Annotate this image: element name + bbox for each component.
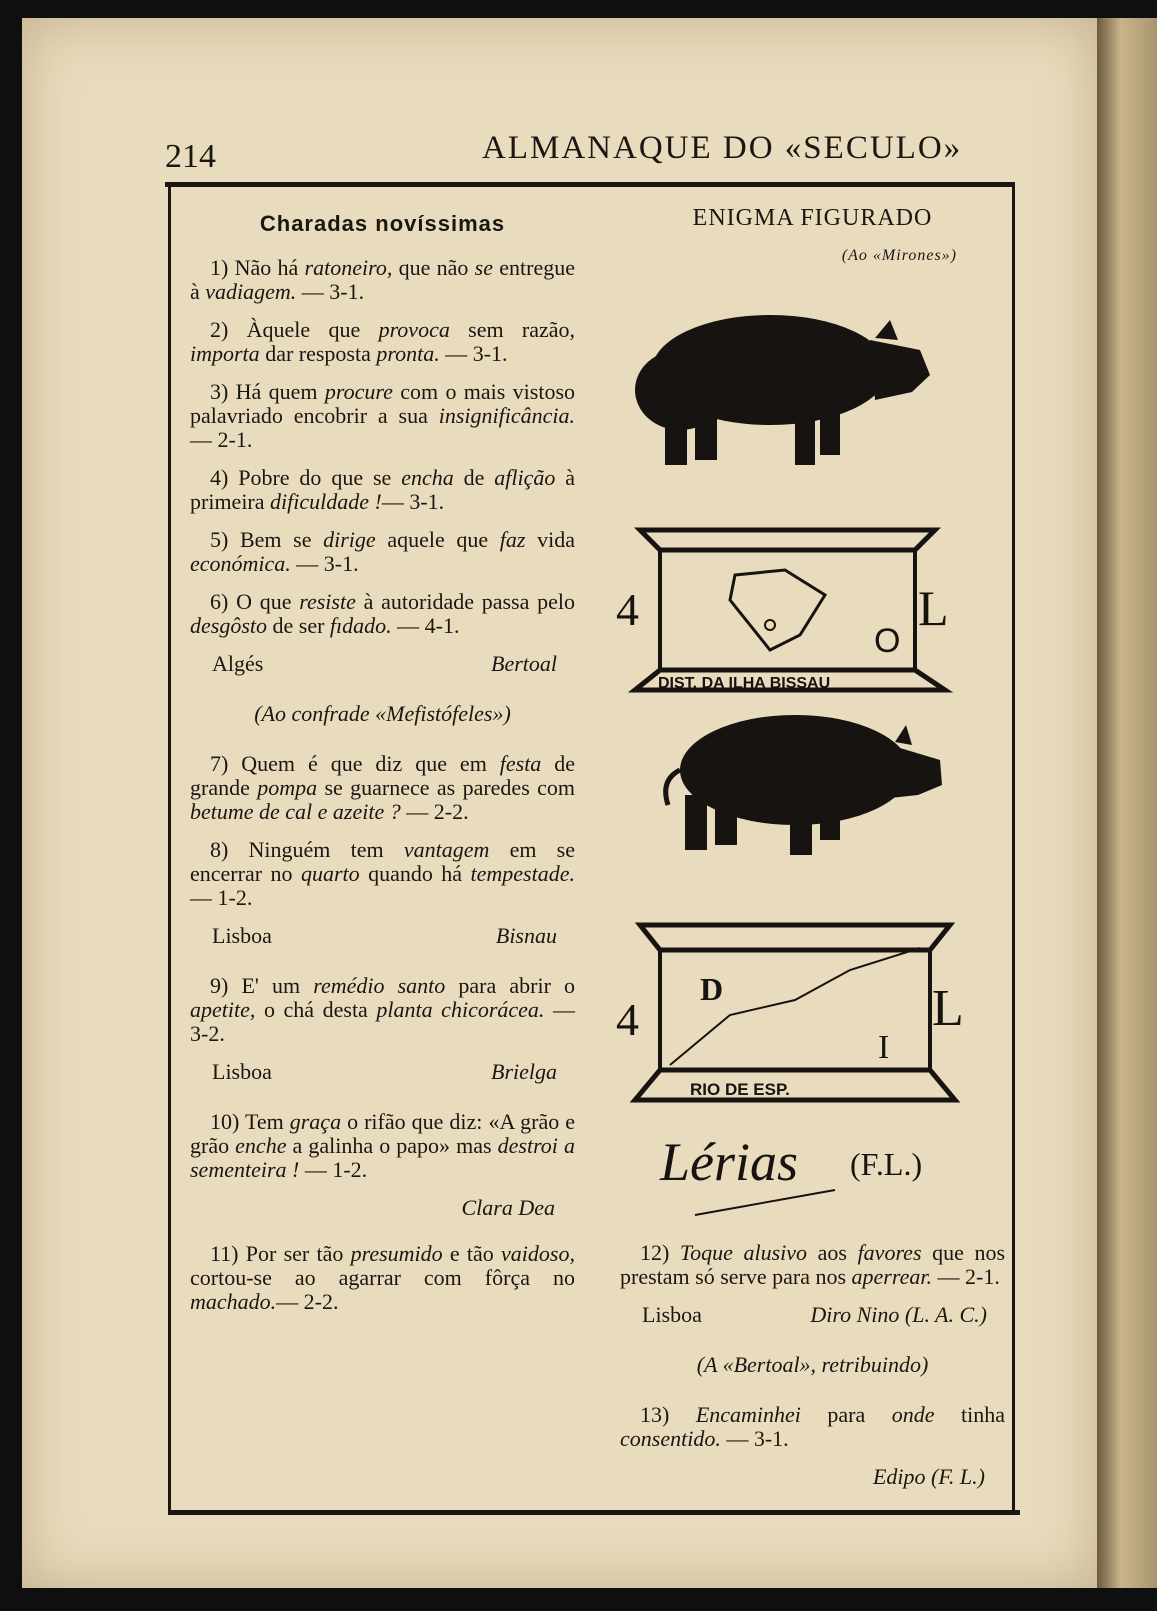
puzzle-list-d [190, 1110, 575, 1182]
puzzle-keyword: ratoneiro, [304, 255, 393, 280]
puzzle-keyword: encha [401, 465, 454, 490]
puzzle-text: tinha [934, 1402, 1006, 1427]
puzzle-item [190, 838, 575, 910]
puzzle-text: — 3-1. [381, 489, 445, 514]
puzzle-text: para [800, 1402, 892, 1427]
dedication: (Ao confrade «Mefistófeles») [254, 701, 511, 726]
enigma-figure [616, 280, 1005, 1220]
enigma-dedication: (Ao «Mirones») [841, 247, 957, 264]
puzzle-item [190, 318, 575, 366]
signature-place: Algés [212, 651, 264, 676]
puzzle-text: de grande [190, 751, 576, 800]
top-rule [165, 182, 1015, 187]
box2-banner-text: RIO DE ESP. [690, 1080, 790, 1099]
puzzle-item [620, 1241, 1005, 1289]
puzzle-keyword: apetite, [190, 997, 256, 1022]
puzzle-keyword: aflição [494, 465, 556, 490]
puzzle-text: Pobre do que se [238, 465, 402, 490]
puzzle-number: 2) [210, 317, 247, 342]
puzzle-text: se guarnece as paredes com [317, 775, 575, 800]
page-number: 214 [165, 138, 216, 175]
puzzle-text: sem razão, [449, 317, 576, 342]
puzzle-keyword: tempestade. [470, 861, 575, 886]
puzzle-item [190, 1242, 575, 1314]
puzzle-keyword: betume de cal e azeite ? [190, 799, 401, 824]
section-title: Charadas novíssimas [259, 211, 506, 236]
puzzle-text: — 3-1. [720, 1426, 789, 1451]
puzzle-text: aquele que [375, 527, 500, 552]
box1-mid-glyph: O [874, 622, 901, 660]
signature-line [190, 652, 575, 676]
puzzle-text: e tão [442, 1241, 502, 1266]
puzzle-keyword: remédio santo [313, 973, 446, 998]
puzzle-text: com o mais vistoso palavriado encobrir a sua [190, 379, 576, 428]
puzzle-text: Quem é que diz que em [241, 751, 500, 776]
signature-line [190, 924, 575, 948]
puzzle-keyword: vantagem [403, 837, 490, 862]
signature-line [620, 1303, 1005, 1327]
puzzle-keyword: procure [324, 379, 393, 404]
puzzle-item [190, 974, 575, 1046]
puzzle-item [190, 256, 575, 304]
puzzle-text: E' um [241, 973, 314, 998]
box1-right-glyph: L [918, 580, 949, 636]
puzzle-keyword: fıdado. [329, 613, 392, 638]
puzzle-text: em se encerrar no [190, 837, 576, 886]
puzzle-item [190, 466, 575, 514]
puzzle-keyword: Encaminhei [695, 1402, 801, 1427]
box1-banner-text: DIST. DA ILHA BISSAU [658, 675, 831, 692]
puzzle-text: Tem [244, 1109, 290, 1134]
puzzle-keyword: desgôsto [190, 613, 267, 638]
signature-place: Lisboa [212, 923, 272, 948]
puzzle-keyword: planta chicorácea. [376, 997, 545, 1022]
signature-place: Lisboa [642, 1302, 702, 1327]
puzzle-keyword: quarto [300, 861, 360, 886]
puzzle-keyword: graça [289, 1109, 342, 1134]
signature-place: Lisboa [212, 1059, 272, 1084]
puzzle-text: O que [236, 589, 300, 614]
puzzle-item [190, 1110, 575, 1182]
puzzle-text: — 2-1. [932, 1264, 1000, 1289]
puzzle-keyword: importa [190, 341, 260, 366]
puzzle-keyword: provoca [378, 317, 450, 342]
dedication: (A «Bertoal», retribuindo) [696, 1352, 929, 1377]
puzzle-number: 5) [210, 527, 240, 552]
puzzle-text: que nos prestam só serve para nos [620, 1240, 1006, 1289]
puzzle-text: — 3-1. [296, 279, 365, 304]
puzzle-list-a [190, 256, 575, 638]
puzzle-text: Há quem [235, 379, 325, 404]
puzzle-keyword: vaidoso, [501, 1241, 575, 1266]
handwritten-signature: Lérias [660, 1132, 799, 1192]
puzzle-text: Àquele que [246, 317, 379, 342]
puzzle-keyword: presumido [350, 1241, 443, 1266]
puzzle-text: — 1-2. [299, 1157, 368, 1182]
puzzle-keyword: se [474, 255, 493, 280]
puzzle-keyword: machado. [190, 1289, 277, 1314]
puzzle-number: 9) [210, 973, 242, 998]
next-page-edge [1097, 18, 1157, 1588]
puzzle-text: de ser [267, 613, 330, 638]
right-rule [1012, 186, 1015, 1511]
puzzle-keyword: económica. [190, 551, 291, 576]
puzzle-text: — 3-1. [439, 341, 508, 366]
puzzle-text: de [453, 465, 495, 490]
puzzle-number: 12) [640, 1240, 680, 1265]
signature-author: Bisnau [495, 923, 557, 948]
puzzle-text: Não há [234, 255, 305, 280]
signature-author: Edipo (F. L.) [872, 1464, 985, 1489]
puzzle-number: 3) [210, 379, 236, 404]
puzzle-text: Bem se [239, 527, 324, 552]
puzzle-number: 4) [210, 465, 239, 490]
puzzle-text: o rifão que diz: «A grão e grão [190, 1109, 575, 1158]
puzzle-number: 7) [210, 751, 242, 776]
pig-silhouette-icon [666, 715, 942, 855]
puzzle-number: 11) [210, 1241, 246, 1266]
puzzle-text: para abrir o [445, 973, 576, 998]
running-title: ALMANAQUE DO «SECULO» [482, 130, 963, 166]
right-text [620, 1241, 1005, 1489]
puzzle-keyword: dificuldade ! [270, 489, 382, 514]
puzzle-item [190, 752, 575, 824]
puzzle-list-e [190, 1242, 575, 1314]
puzzle-text: à autoridade passa pelo [355, 589, 575, 614]
box1-left-glyph: 4 [616, 584, 639, 635]
puzzle-keyword: insignificância. [438, 403, 575, 428]
puzzle-text: o chá desta [255, 997, 377, 1022]
signature-author: Brielga [491, 1059, 557, 1084]
enigma-title: ENIGMA FIGURADO [692, 205, 933, 231]
signature-author: Bertoal [491, 651, 557, 676]
puzzle-text: que não [392, 255, 475, 280]
puzzle-text: — 2-2. [276, 1289, 339, 1314]
puzzle-text: — 1-2. [190, 885, 253, 910]
puzzle-keyword: pronta. [376, 341, 440, 366]
puzzle-text: — 2-1. [190, 427, 253, 452]
enigma-box-2 [616, 925, 964, 1100]
left-column [190, 208, 575, 1328]
puzzle-number: 8) [210, 837, 249, 862]
puzzle-text: — 2-2. [400, 799, 469, 824]
puzzle-text: quando há [359, 861, 471, 886]
puzzle-keyword: festa [499, 751, 542, 776]
puzzle-keyword: destroi a sementeira ! [190, 1133, 575, 1182]
puzzle-item [620, 1403, 1005, 1451]
puzzle-text: Por ser tão [245, 1241, 351, 1266]
puzzle-list-c [190, 974, 575, 1046]
puzzle-text: Ninguém tem [248, 837, 404, 862]
puzzle-keyword: onde [891, 1402, 935, 1427]
puzzle-text: aos [807, 1240, 858, 1265]
puzzle-text: — 4-1. [391, 613, 460, 638]
puzzle-text: — 3-2. [190, 997, 575, 1046]
box2-left-glyph: 4 [616, 994, 639, 1045]
puzzle-keyword: vadiagem. [205, 279, 297, 304]
puzzle-item [190, 380, 575, 452]
puzzle-keyword: pompa [257, 775, 318, 800]
right-column [616, 205, 1006, 1511]
puzzle-keyword: favores [857, 1240, 922, 1265]
signature-author: Clara Dea [461, 1195, 555, 1220]
box2-mid-glyph: I [878, 1029, 890, 1066]
puzzle-number: 10) [210, 1109, 245, 1134]
left-rule [168, 186, 171, 1511]
signature-line [190, 1060, 575, 1084]
puzzle-list-b [190, 752, 575, 910]
puzzle-text: vida [525, 527, 575, 552]
puzzle-text: entregue à [190, 255, 575, 304]
puzzle-number: 1) [210, 255, 235, 280]
puzzle-text: a galinha o papo» mas [286, 1133, 498, 1158]
puzzle-list-right-b [620, 1403, 1005, 1451]
puzzle-text: cortou-se ao agarrar com fôrça no [190, 1265, 575, 1290]
puzzle-keyword: dirige [323, 527, 376, 552]
puzzle-keyword: consentido. [620, 1426, 721, 1451]
puzzle-text: dar resposta [259, 341, 377, 366]
puzzle-keyword: resiste [299, 589, 356, 614]
enigma-box-1 [616, 530, 949, 692]
puzzle-number: 6) [210, 589, 237, 614]
puzzle-item [190, 590, 575, 638]
box2-right-glyph: L [932, 980, 964, 1037]
puzzle-keyword: aperrear. [851, 1264, 933, 1289]
signature-author: Diro Nino (L. A. C.) [810, 1302, 987, 1327]
signature-initials: (F.L.) [850, 1146, 923, 1182]
puzzle-list-right-a [620, 1241, 1005, 1289]
pig-silhouette-icon [635, 315, 930, 465]
puzzle-keyword: enche [235, 1133, 287, 1158]
puzzle-item [190, 528, 575, 576]
puzzle-number: 13) [640, 1402, 696, 1427]
box2-top-glyph: D [700, 971, 724, 1007]
puzzle-text: à primeira [190, 465, 576, 514]
puzzle-text: — 3-1. [290, 551, 359, 576]
puzzle-keyword: Toque alusivo [679, 1240, 808, 1265]
puzzle-keyword: faz [499, 527, 526, 552]
